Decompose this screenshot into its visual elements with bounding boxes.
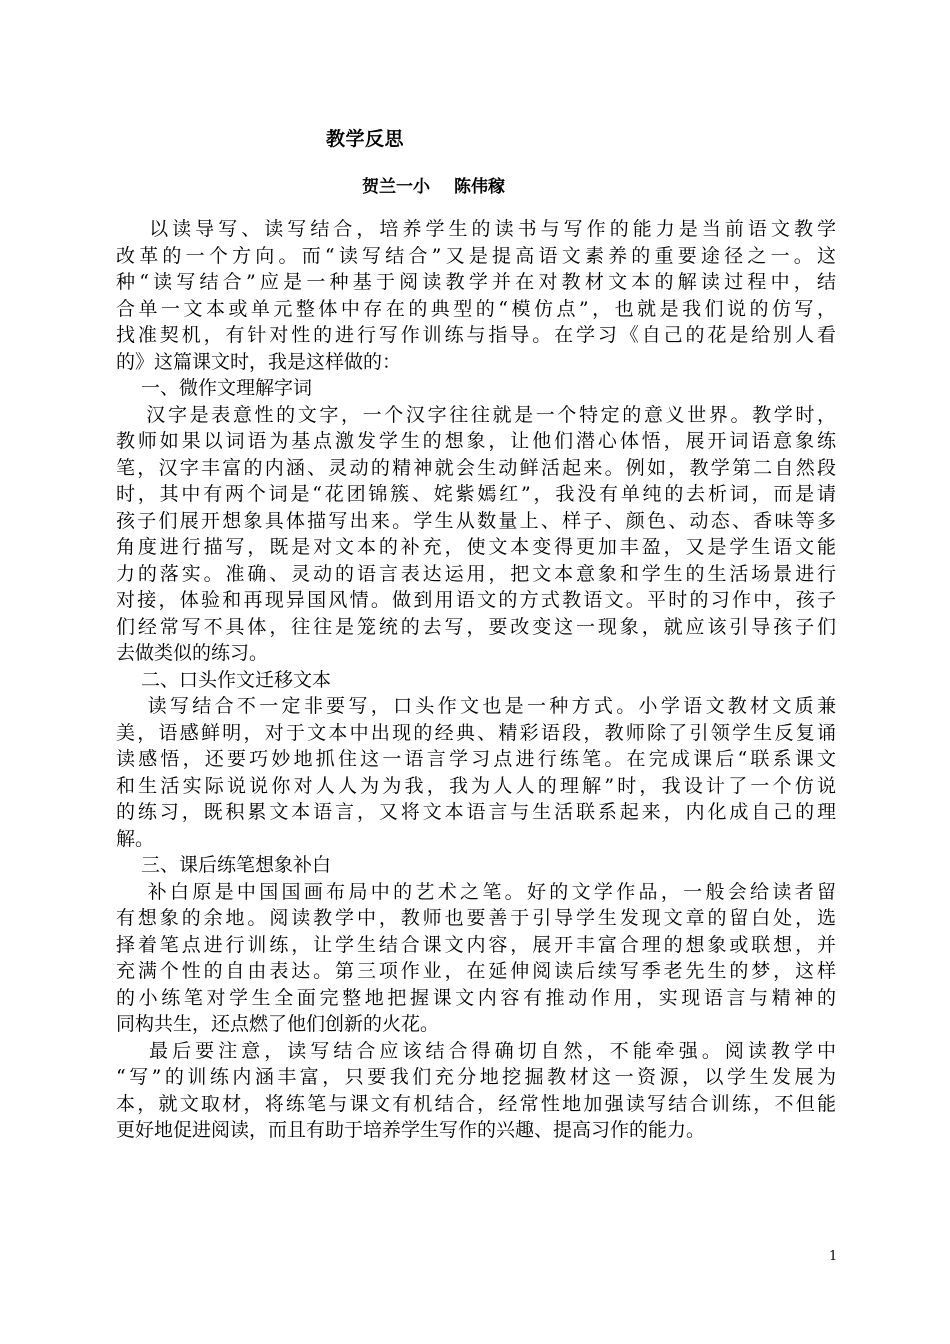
- body-text-line: 们经常写不具体，往往是笼统的去写，要改变这一现象，就应该引导孩子们: [116, 615, 836, 638]
- body-text-line: 角度进行描写，既是对文本的补充，使文本变得更加丰盈，又是学生语文能: [116, 536, 836, 558]
- body-text-line: 补白原是中国国画布局中的艺术之笔。好的文学作品，一般会给读者留: [116, 880, 836, 903]
- body-text-line: 本，就文取材，将练笔与课文有机结合，经常性地加强读写结合训练，不但能: [116, 1092, 836, 1115]
- body-text-line: 解。: [116, 827, 155, 850]
- page-number: 1: [829, 1249, 838, 1264]
- body-text-line: “写”的训练内涵丰富，只要我们充分地挖掘教材这一资源，以学生发展为: [116, 1066, 836, 1088]
- body-text-line: 最后要注意，读写结合应该结合得确切自然，不能牵强。阅读教学中: [116, 1039, 836, 1062]
- body-text-line: 二、口头作文迁移文本: [116, 668, 332, 691]
- body-text-line: 合单一文本或单元整体中存在的典型的“模仿点”，也就是我们说的仿写，: [116, 297, 836, 320]
- body-text-line: 和生活实际说说你对人人为为我，我为人人的理解”时，我设计了一个仿说: [116, 774, 836, 797]
- author-school: 贺兰一小: [362, 177, 430, 197]
- body-text-line: 找准契机，有针对性的进行写作训练与指导。在学习《自己的花是给别人看: [116, 324, 836, 346]
- body-text-line: 一、微作文理解字词: [116, 377, 313, 399]
- body-text-line: 种“读写结合”应是一种基于阅读教学并在对教材文本的解读过程中，结: [116, 271, 836, 293]
- body-text-line: 充满个性的自由表达。第三项作业，在延伸阅读后续写季老先生的梦，这样: [116, 960, 836, 982]
- body-text-line: 三、课后练笔想象补白: [116, 854, 332, 876]
- document-body: [116, 216, 836, 1144]
- body-text-line: 汉字是表意性的文字，一个汉字往往就是一个特定的意义世界。教学时，: [116, 403, 836, 426]
- document-title: 教学反思: [326, 128, 405, 150]
- body-text-line: 以读导写、读写结合，培养学生的读书与写作的能力是当前语文教学: [116, 218, 836, 240]
- author-line: [362, 172, 505, 197]
- body-text-line: 笔，汉字丰富的内涵、灵动的精神就会生动鲜活起来。例如，教学第二自然段: [116, 456, 836, 479]
- body-text-line: 的练习，既积累文本语言，又将文本语言与生活联系起来，内化成自己的理: [116, 801, 836, 823]
- body-text-line: 教师如果以词语为基点激发学生的想象，让他们潜心体悟，展开词语意象练: [116, 430, 836, 452]
- body-text-line: 择着笔点进行训练，让学生结合课文内容，展开丰富合理的想象或联想，并: [116, 933, 836, 956]
- author-name: 陈伟稼: [454, 177, 505, 197]
- body-text-line: 读感悟，还要巧妙地抓住这一语言学习点进行练笔。在完成课后“联系课文: [116, 748, 836, 770]
- body-text-line: 的》这篇课文时，我是这样做的：: [116, 350, 402, 373]
- body-text-line: 时，其中有两个词是“花团锦簇、姹紫嫣红”，我没有单纯的去析词，而是请: [116, 483, 836, 505]
- body-text-line: 美，语感鲜明，对于文本中出现的经典、精彩语段，教师除了引领学生反复诵: [116, 721, 836, 744]
- body-text-line: 同构共生，还点燃了他们创新的火花。: [116, 1013, 440, 1035]
- body-text-line: 力的落实。准确、灵动的语言表达运用，把文本意象和学生的生活场景进行: [116, 562, 836, 585]
- body-text-line: 去做类似的练习。: [116, 642, 269, 664]
- body-text-line: 的小练笔对学生全面完整地把握课文内容有推动作用，实现语言与精神的: [116, 986, 836, 1009]
- body-text-line: 有想象的余地。阅读教学中，教师也要善于引导学生发现文章的留白处，选: [116, 907, 836, 929]
- body-text-line: 对接，体验和再现异国风情。做到用语文的方式教语文。平时的习作中，孩子: [116, 589, 836, 611]
- body-text-line: 读写结合不一定非要写，口头作文也是一种方式。小学语文教材文质兼: [116, 695, 836, 717]
- body-text-line: 改革的一个方向。而“读写结合”又是提高语文素养的重要途径之一。这: [116, 244, 836, 267]
- body-text-line: 孩子们展开想象具体描写出来。学生从数量上、样子、颜色、动态、香味等多: [116, 509, 836, 532]
- body-text-line: 更好地促进阅读，而且有助于培养学生写作的兴趣、提高习作的能力。: [116, 1119, 706, 1141]
